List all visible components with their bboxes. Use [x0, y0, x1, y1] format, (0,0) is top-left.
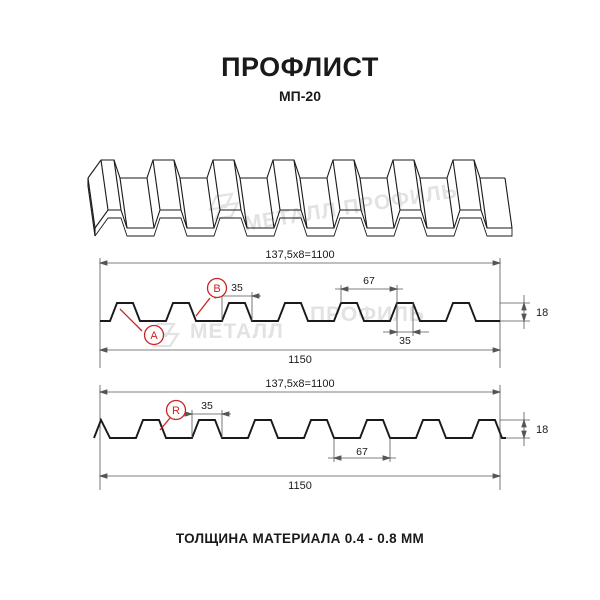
callout-r-label: R — [172, 405, 180, 417]
section-a-dim-35-bottom-label: 35 — [399, 335, 411, 347]
watermark-top: МЕТАЛЛ ПРОФИЛЬ — [242, 179, 460, 236]
section-r-dim-67-label: 67 — [356, 446, 368, 458]
section-a-dim-67-label: 67 — [363, 275, 375, 287]
watermark-logo-top — [208, 193, 239, 219]
callout-b-label: B — [213, 283, 221, 295]
section-r-profile — [94, 420, 506, 438]
section-a — [100, 249, 548, 368]
callout-r — [160, 401, 186, 431]
section-a-pitch-label: 137,5x8=1100 — [265, 249, 335, 261]
page-subtitle: МП-20 — [279, 88, 321, 104]
callout-a — [120, 309, 164, 345]
section-a-profile — [100, 303, 500, 321]
section-r-dim-35-label: 35 — [201, 400, 213, 412]
section-a-dim-35-left-label: 35 — [231, 282, 243, 294]
watermark-left: МЕТАЛЛ — [190, 320, 284, 343]
section-a-height-label: 18 — [536, 307, 549, 319]
section-r — [94, 378, 548, 492]
material-thickness-note: ТОЛЩИНА МАТЕРИАЛА 0.4 - 0.8 ММ — [175, 531, 425, 546]
perspective-view — [88, 160, 512, 236]
section-a-width-label: 1150 — [288, 354, 312, 366]
section-r-pitch-label: 137,5x8=1100 — [265, 378, 335, 390]
callout-a-label: A — [150, 330, 158, 342]
section-r-width-label: 1150 — [288, 480, 312, 492]
section-a-dim-arrows — [100, 261, 526, 352]
page-title: ПРОФЛИСТ — [221, 52, 379, 82]
watermark-right: ПРОФИЛЬ — [310, 303, 426, 326]
section-r-height-label: 18 — [536, 424, 549, 436]
section-a-extension-lines — [100, 258, 530, 368]
